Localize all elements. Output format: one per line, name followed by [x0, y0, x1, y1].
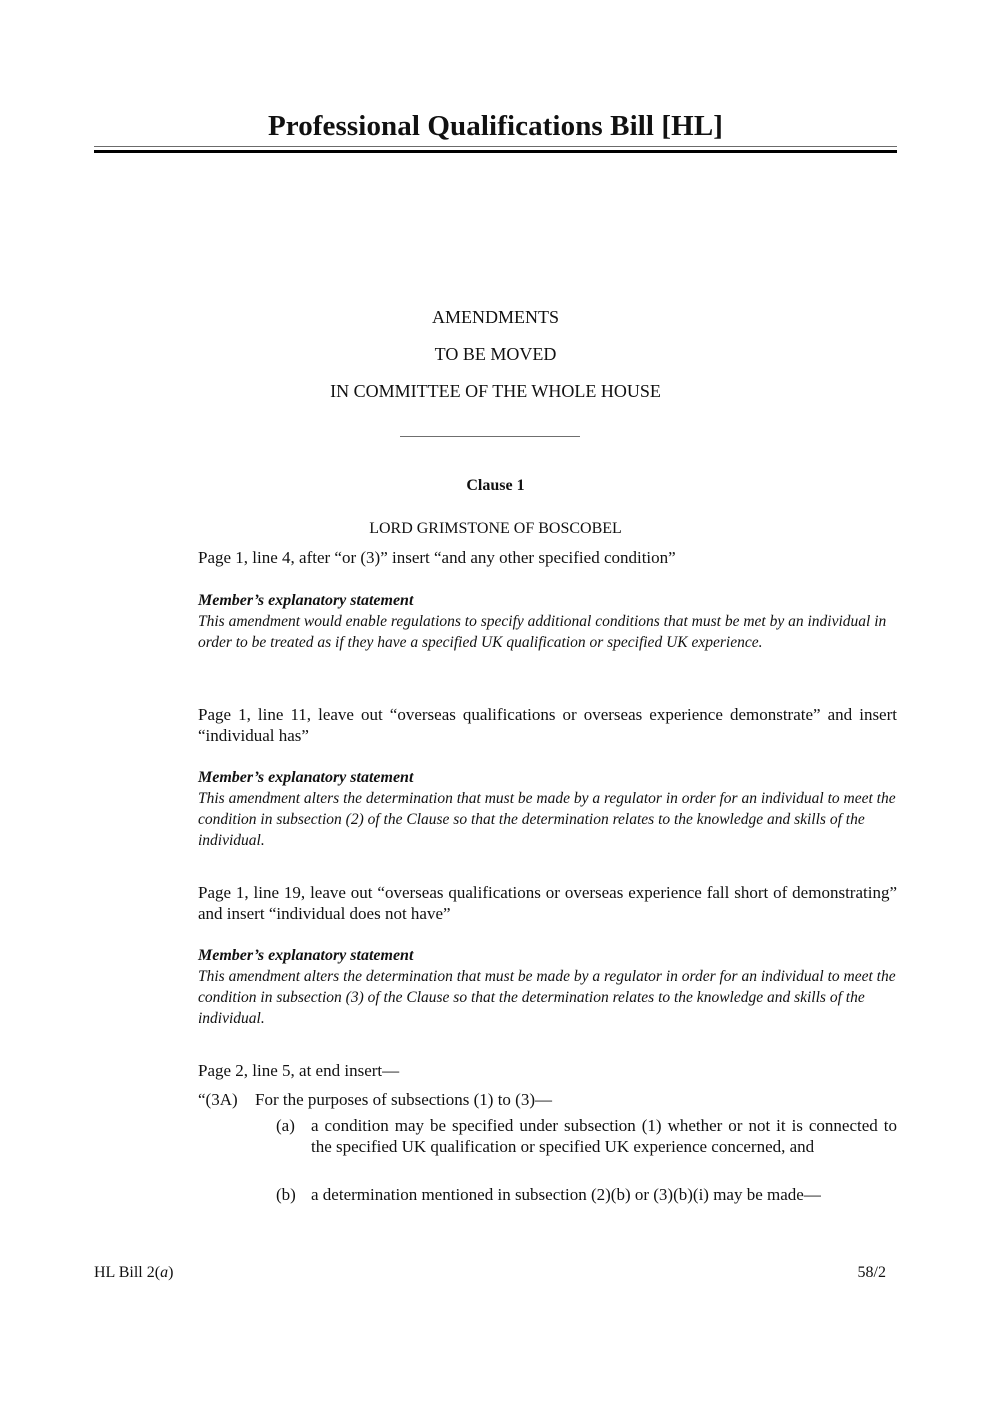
amendment-4 [198, 1060, 897, 1081]
paragraph-a [276, 1115, 897, 1157]
paragraph-label: (a) [276, 1116, 295, 1135]
paragraph-text: a determination mentioned in subsection (2)(b) or (3)(b)(i) may be made— [311, 1185, 821, 1204]
clause-heading: Clause 1 [466, 477, 525, 494]
statement-heading: Member’s explanatory statement [198, 769, 414, 786]
member-name: LORD GRIMSTONE OF BOSCOBEL [369, 520, 622, 537]
title-rule-thin [94, 146, 897, 147]
statement-body: This amendment alters the determination that must be made by a regulator in order for an individual to meet the condition in subsection (2) of the Clause so that the determination relates to the knowledge and skills of the individual. [198, 790, 896, 849]
section-divider [400, 436, 580, 437]
statement-body: This amendment alters the determination that must be made by a regulator in order for an individual to meet the condition in subsection (3) of the Clause so that the determination relates to the knowledge and skills of the individual. [198, 968, 896, 1027]
subsection-text: For the purposes of subsections (1) to (3)— [255, 1090, 552, 1109]
amendment-text: Page 2, line 5, at end insert— [198, 1061, 400, 1080]
bill-number-italic: a [160, 1264, 169, 1281]
bill-number-prefix: HL Bill 2( [94, 1264, 161, 1281]
amendment-2 [198, 704, 897, 746]
heading-amendments: AMENDMENTS [431, 307, 559, 327]
amendment-text: Page 1, line 4, after “or (3)” insert “and any other specified condition” [198, 548, 676, 567]
bill-title: Professional Qualifications Bill [HL] [267, 110, 724, 142]
statement-body: This amendment would enable regulations to specify additional conditions that must be met by an individual in order to be treated as if they have a specified UK qualification or specified UK experience. [198, 613, 887, 651]
statement-heading: Member’s explanatory statement [198, 592, 414, 609]
heading-committee: IN COMMITTEE OF THE WHOLE HOUSE [330, 381, 661, 401]
paragraph-text: a condition may be specified under subsection (1) whether or not it is connected to the specified UK qualification or specified UK experience concerned, and [311, 1116, 897, 1156]
amendment-3 [198, 882, 897, 924]
statement-heading: Member’s explanatory statement [198, 947, 414, 964]
bill-number [94, 1263, 173, 1283]
amendment-1 [198, 547, 897, 568]
page-reference: 58/2 [857, 1264, 886, 1281]
subsection-label: “(3A) [198, 1090, 238, 1109]
heading-to-be-moved: TO BE MOVED [434, 344, 557, 364]
amendment-text: Page 1, line 11, leave out “overseas qualifications or overseas experience demonstrate” and insert “individual has” [198, 705, 897, 745]
explanatory-statement-1 [198, 591, 897, 653]
paragraph-label: (b) [276, 1185, 296, 1204]
title-rule-thick [94, 150, 897, 153]
explanatory-statement-3 [198, 946, 897, 1029]
bill-number-suffix: ) [168, 1264, 174, 1281]
amendment-text: Page 1, line 19, leave out “overseas qualifications or overseas experience fall short of demonstrating” and insert “individual does not have” [198, 883, 897, 923]
explanatory-statement-2 [198, 768, 897, 851]
paragraph-b [276, 1184, 897, 1205]
